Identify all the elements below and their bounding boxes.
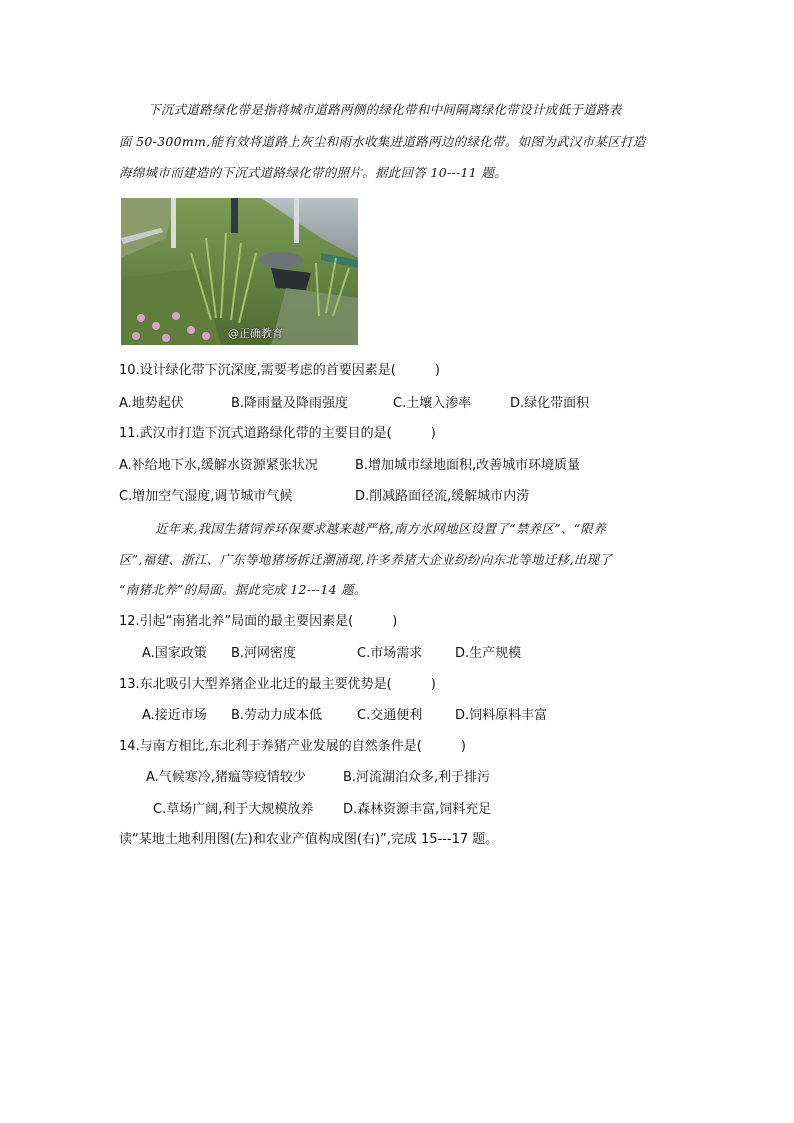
- q14-option-c: C.草场广阔,利于大规模放养: [153, 802, 314, 817]
- q15-17-intro: 读“某地土地利用图(左)和农业产值构成图(右)”,完成 15---17 题。: [119, 832, 499, 847]
- q12-stem: 12.引起“南猪北养”局面的最主要因素是( ): [119, 614, 398, 629]
- q11-option-d: D.削减路面径流,缓解城市内涝: [355, 489, 530, 504]
- greenbelt-photo: [121, 198, 358, 345]
- q11-option-b: B.增加城市绿地面积,改善城市环境质量: [355, 458, 581, 473]
- passage1-line3: 海绵城市而建造的下沉式道路绿化带的照片。据此回答 10---11 题。: [119, 165, 507, 180]
- q13-stem: 13.东北吸引大型养猪企业北迁的最主要优势是( ): [119, 677, 436, 692]
- q10-option-b: B.降雨量及降雨强度: [231, 396, 349, 411]
- q10-stem: 10.设计绿化带下沉深度,需要考虑的首要因素是( ): [119, 363, 440, 378]
- q13-option-a: A.接近市场: [142, 708, 207, 723]
- q13-option-b: B.劳动力成本低: [231, 708, 323, 723]
- q13-option-d: D.饲料原料丰富: [455, 708, 548, 723]
- passage1-line1: 下沉式道路绿化带是指将城市道路两侧的绿化带和中间隔离绿化带设计成低于道路表: [148, 102, 622, 117]
- photo-watermark: @正确教育: [228, 327, 283, 340]
- passage2-line3: “南猪北养”的局面。据此完成 12---14 题。: [119, 582, 367, 597]
- passage2-line2: 区”,福建、浙江、广东等地猪场拆迁潮涌现,许多养猪大企业纷纷向东北等地迁移,出现了: [119, 552, 613, 567]
- q12-option-c: C.市场需求: [357, 646, 423, 661]
- q14-option-d: D.森林资源丰富,饲料充足: [343, 802, 492, 817]
- q10-option-d: D.绿化带面积: [510, 396, 590, 411]
- q13-option-c: C.交通便利: [357, 708, 423, 723]
- q11-option-a: A.补给地下水,缓解水资源紧张状况: [119, 458, 318, 473]
- q12-option-a: A.国家政策: [142, 646, 207, 661]
- q12-option-b: B.河网密度: [231, 646, 297, 661]
- passage1-line2: 面 50-300mm,能有效将道路上灰尘和雨水收集进道路两边的绿化带。如图为武汉市某区打造: [119, 134, 646, 149]
- passage2-line1: 近年来,我国生猪饲养环保要求越来越严格,南方水网地区设置了“禁养区”、“限养: [155, 521, 607, 536]
- q14-option-a: A.气候寒冷,猪瘟等疫情较少: [146, 770, 306, 785]
- q10-option-a: A.地势起伏: [119, 396, 184, 411]
- q12-option-d: D.生产规模: [455, 646, 522, 661]
- q14-option-b: B.河流湖泊众多,利于排污: [343, 770, 491, 785]
- q14-stem: 14.与南方相比,东北利于养猪产业发展的自然条件是( ): [119, 739, 466, 754]
- q11-stem: 11.武汉市打造下沉式道路绿化带的主要目的是( ): [119, 426, 436, 441]
- q11-option-c: C.增加空气湿度,调节城市气候: [119, 489, 293, 504]
- q10-option-c: C.土壤入渗率: [393, 396, 472, 411]
